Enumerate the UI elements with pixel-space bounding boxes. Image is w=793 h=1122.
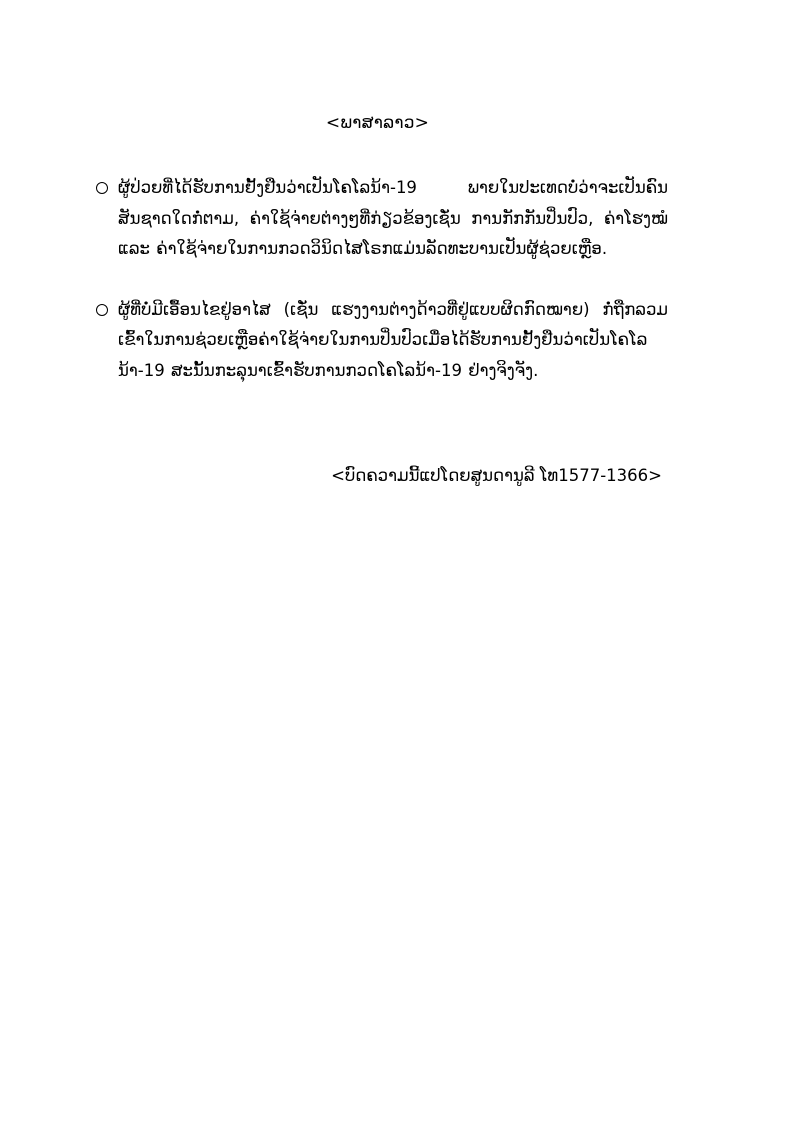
language-heading <box>0 108 793 138</box>
circle-bullet-icon <box>96 304 108 316</box>
circle-bullet-icon <box>96 182 108 194</box>
list-item-text: ຜູ້ທີ່ບໍ່ມີເອື້ອນໄຂຢູ່ອາໄສ (ເຊັ່ນ ແຮງງານຕ່າງດ້າວທີ່ຢູ່ແບບຜິດກົດໝາຍ) ກໍ່ຖືກລວມເຂົ້າໃນການຊ່ວຍເຫຼືອຄ່າໃຊ້ຈ່າຍໃນການປິ່ນປົວເມື່ອໄດ້ຮັບການຢັ້ງຢືນວ່າເປັນໂຄໂລນ້າ-19 ສະນັ້ນກະລຸນາເຂົ້າຮັບການກວດໂຄໂລນ້າ-19 ຢ່າງຈິງຈັງ. <box>118 299 668 380</box>
list-item <box>96 295 668 387</box>
translation-credit: <ບົດຄວາມນີ້ແປໂດຍສູນດານູລີ ໂທ1577-1366> <box>331 466 662 485</box>
info-list <box>96 173 668 416</box>
list-item-text: ຜູ້ປ່ວຍທີ່ໄດ້ຮັບການຢັ້ງຢືນວ່າເປັນໂຄໂລນ້າ-19 ພາຍໃນປະເທດບໍ່ວ່າຈະເປັນຄົນສັນຊາດໃດກໍ່ຕາມ, ຄ່າໃຊ້ຈ່າຍຕ່າງໆທີ່ກ່ຽວຂ້ອງເຊັ່ນ ການກັກກັນປິ່ນປົວ, ຄ່າໂຮງໝໍ ແລະ ຄ່າໃຊ້ຈ່າຍໃນການກວດວິນິດໄສໂຣກແມ່ນລັດທະບານເປັນຜູ້ຊ່ວຍເຫຼືອ. <box>118 178 668 258</box>
language-label: <ພາສາລາວ> <box>325 113 430 133</box>
list-item <box>96 173 668 265</box>
